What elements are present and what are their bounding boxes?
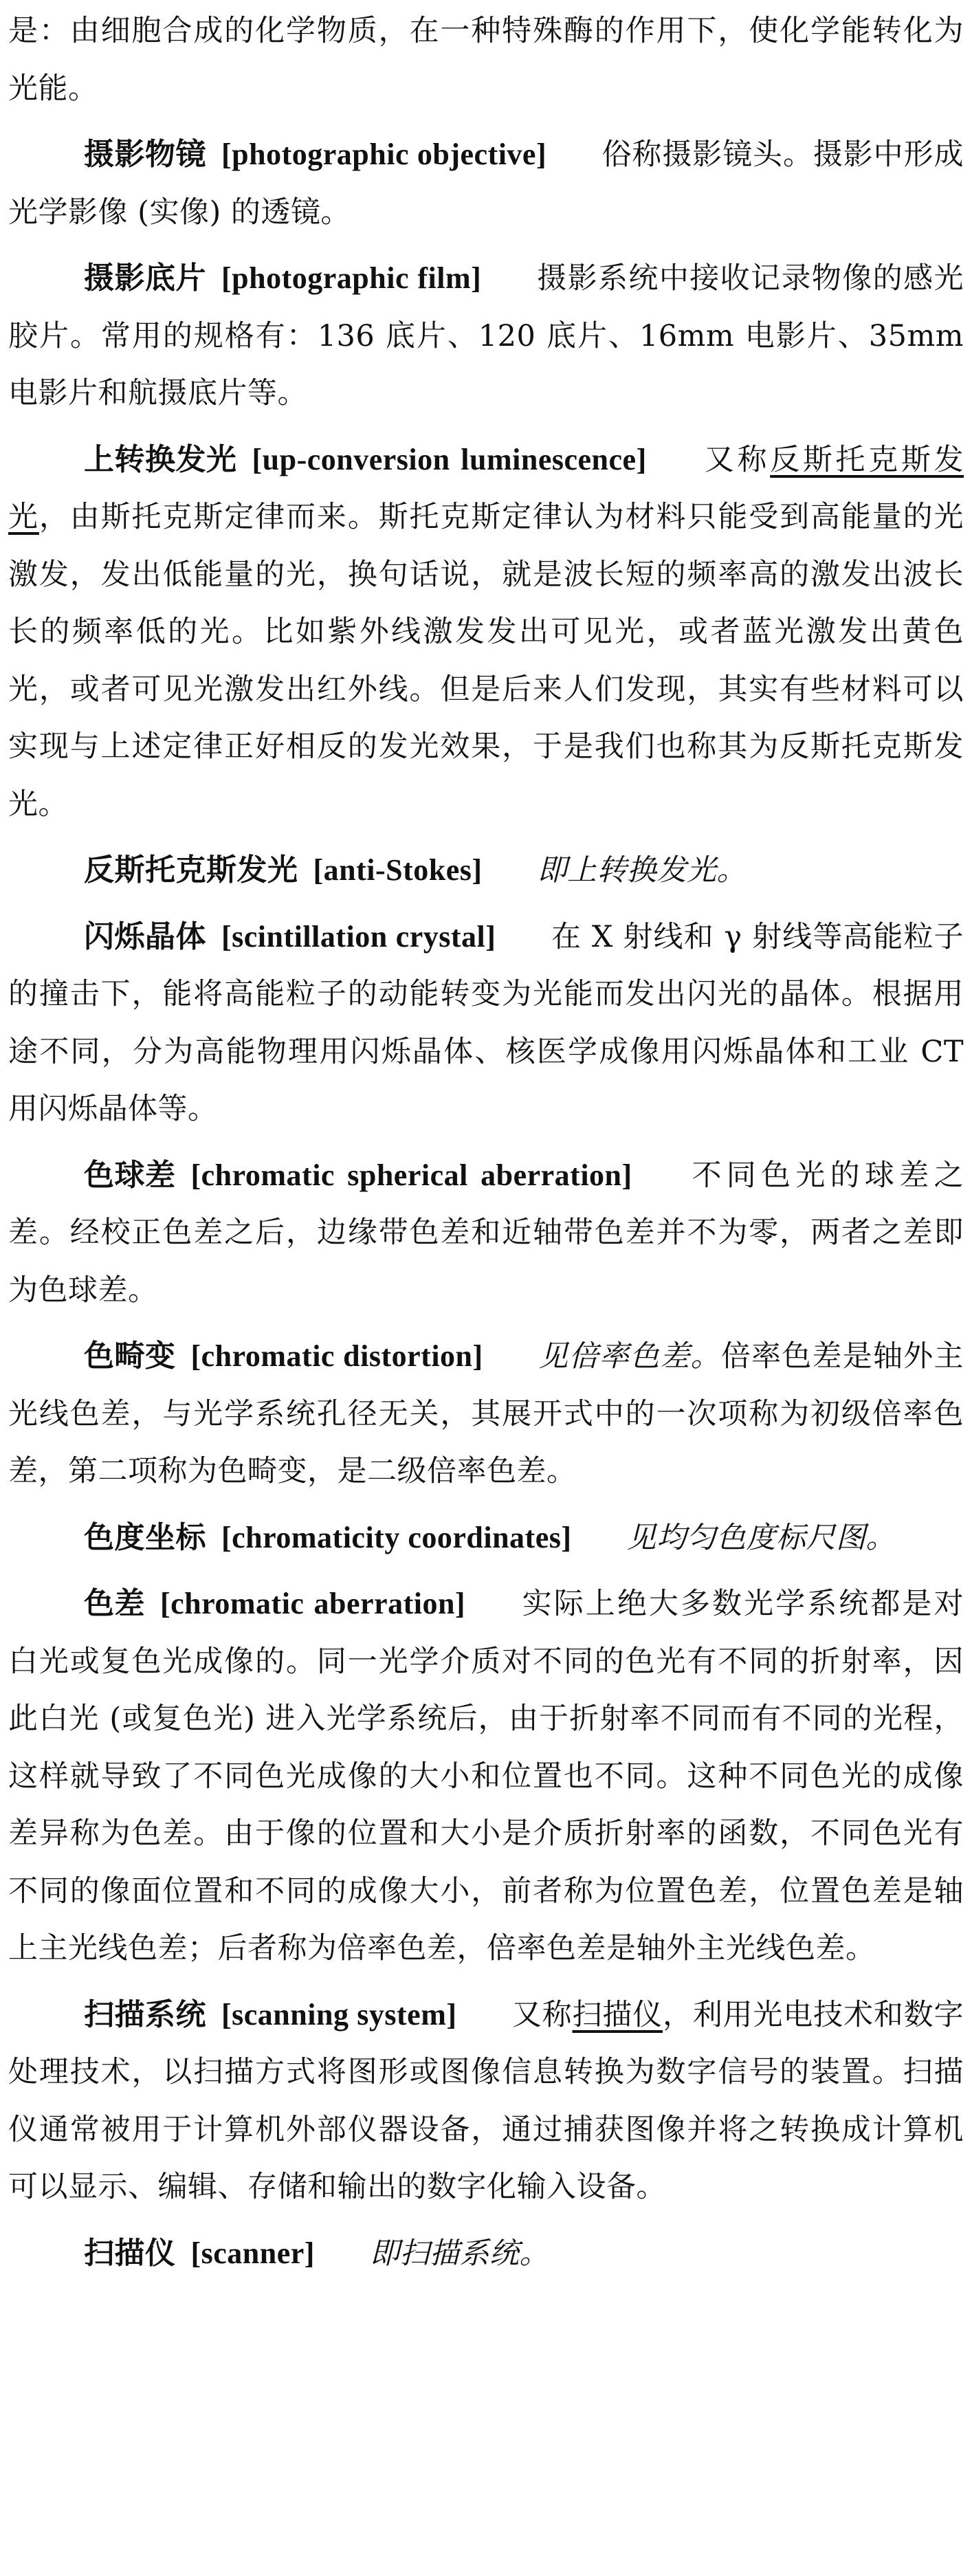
- entry-term: 扫描仪: [84, 2235, 176, 2271]
- entry-definition-prefix: 又称: [701, 442, 771, 477]
- entry-term: 扫描系统: [84, 1996, 206, 2032]
- entry-english: [scanning system]: [221, 1997, 457, 2032]
- entry-definition-prefix: 又称: [511, 1997, 573, 2032]
- entry-chromatic-aberration: [8, 1575, 964, 1978]
- entry-definition: 摄影系统中接收记录物像的感光胶片。常用的规格有：136 底片、120 底片、16mm 电影片、35mm 电影片和航摄底片等。: [8, 261, 964, 410]
- cross-reference-link[interactable]: 反斯托克斯发光: [8, 442, 964, 534]
- entry-cross-reference: 见倍率色差。: [538, 1339, 721, 1374]
- entry-definition: ，利用光电技术和数字处理技术，以扫描方式将图形或图像信息转换为数字信号的装置。扫描仪通常被用于计算机外部仪器设备，通过捕获图像并将之转换成计算机可以显示、编辑、存储和输出的数字化输入设备。: [8, 1997, 964, 2204]
- entry-english: [scanner]: [190, 2236, 315, 2270]
- entry-english: [photographic film]: [221, 261, 482, 295]
- entry-english: [up-conversion luminescence]: [252, 442, 647, 476]
- entry-english: [anti-Stokes]: [313, 853, 483, 887]
- entry-english: [chromaticity coordinates]: [221, 1520, 572, 1554]
- entry-chromaticity-coordinates: [8, 1509, 964, 1567]
- entry-up-conversion-luminescence: [8, 431, 964, 834]
- entry-definition: 俗称摄影镜头。摄影中形成光学影像 (实像) 的透镜。: [8, 137, 964, 230]
- entry-english: [chromatic spherical aberration]: [190, 1158, 632, 1192]
- entry-term: 色度坐标: [84, 1519, 206, 1555]
- entry-english: [photographic objective]: [221, 137, 547, 171]
- entry-definition: 在 X 射线和 γ 射线等高能粒子的撞击下，能将高能粒子的动能转变为光能而发出闪光的晶体。根据用途不同，分为高能物理用闪烁晶体、核医学成像用闪烁晶体和工业 CT 用闪烁晶体等。: [8, 919, 964, 1126]
- entry-definition: 不同色光的球差之差。经校正色差之后，边缘带色差和近轴带色差并不为零，两者之差即为色球差。: [8, 1158, 964, 1308]
- entry-term: 色畸变: [84, 1339, 176, 1374]
- entry-definition: 实际上绝大多数光学系统都是对白光或复色光成像的。同一光学介质对不同的色光有不同的折射率，因此白光 (或复色光) 进入光学系统后，由于折射率不同而有不同的光程，这样就导致了不同色光成像的大小和位置也不同。这种不同色光的成像差异称为色差。由于像的位置和大小是介质折射率的函数，不同色光有不同的像面位置和不同的成像大小，前者称为位置色差，位置色差是轴上主光线色差；后者称为倍率色差，倍率色差是轴外主光线色差。: [8, 1587, 964, 1966]
- entry-definition: ，由斯托克斯定律而来。斯托克斯定律认为材料只能受到高能量的光激发，发出低能量的光，换句话说，就是波长短的频率高的激发出波长长的频率低的光。比如紫外线激发发出可见光，或者蓝光激发出黄色光，或者可见光激发出红外线。但是后来人们发现，其实有些材料可以实现与上述定律正好相反的发光效果，于是我们也称其为反斯托克斯发光。: [8, 500, 964, 822]
- entry-english: [chromatic aberration]: [160, 1587, 466, 1620]
- entry-chromatic-spherical-aberration: [8, 1147, 964, 1320]
- entry-term: 色球差: [84, 1157, 176, 1193]
- entry-english: [chromatic distortion]: [190, 1339, 483, 1373]
- cross-reference-link[interactable]: 扫描仪: [572, 1997, 663, 2032]
- entry-scanner: [8, 2225, 964, 2283]
- entry-scanning-system: [8, 1986, 964, 2216]
- entry-term: 摄影物镜: [84, 137, 206, 172]
- entry-term: 上转换发光: [84, 441, 237, 477]
- entry-term: 闪烁晶体: [84, 918, 206, 954]
- entry-english: [scintillation crystal]: [221, 919, 496, 954]
- entry-photographic-film: [8, 250, 964, 423]
- entry-term: 反斯托克斯发光: [84, 852, 298, 888]
- intro-paragraph: 是：由细胞合成的化学物质，在一种特殊酶的作用下，使化学能转化为光能。: [8, 14, 964, 106]
- entry-definition: 倍率色差是轴外主光线色差，与光学系统孔径无关，其展开式中的一次项称为初级倍率色差，第二项称为色畸变，是二级倍率色差。: [8, 1339, 964, 1488]
- entry-cross-reference: 即上转换发光。: [537, 853, 747, 888]
- entry-anti-stokes: [8, 841, 964, 900]
- entry-photographic-objective: [8, 126, 964, 241]
- entry-cross-reference: 即扫描系统。: [369, 2236, 549, 2271]
- entry-term: 色差: [84, 1586, 145, 1621]
- entry-scintillation-crystal: [8, 908, 964, 1138]
- entry-chromatic-distortion: [8, 1328, 964, 1501]
- entry-cross-reference: 见均匀色度标尺图。: [626, 1520, 896, 1555]
- entry-term: 摄影底片: [84, 261, 206, 296]
